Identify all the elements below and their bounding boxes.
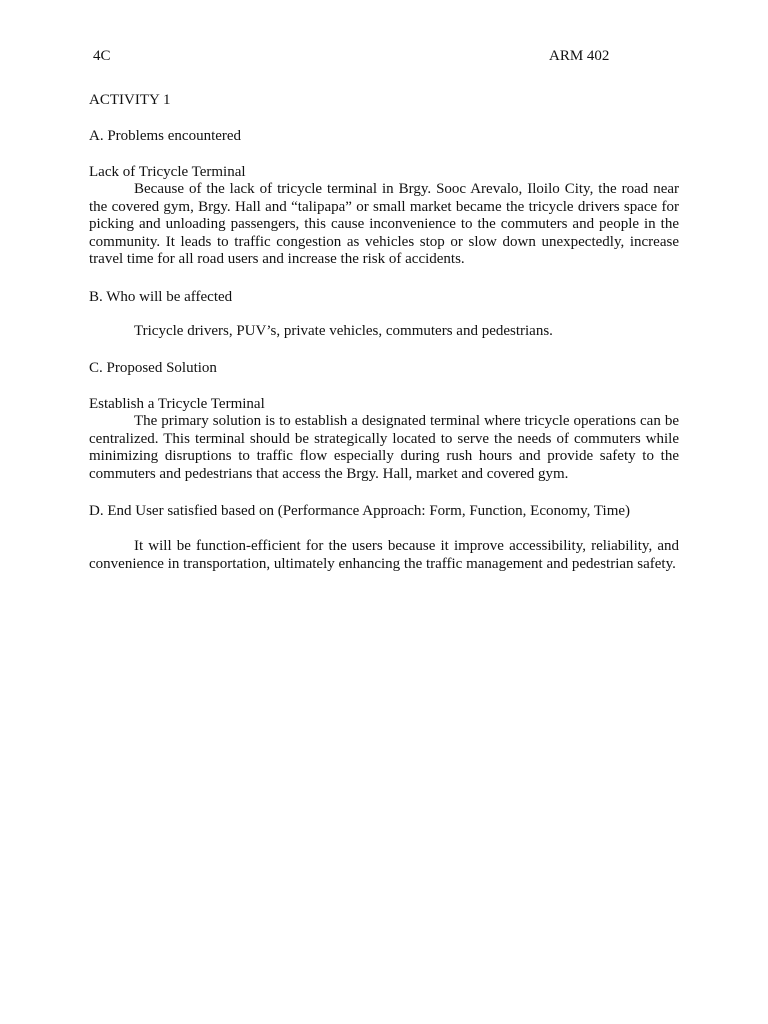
header-course-code: ARM 402 — [549, 48, 610, 64]
section-c-subheading: Establish a Tricycle Terminal — [89, 396, 265, 412]
section-d-paragraph: It will be function-efficient for the users because it improve accessibility, reliability, and convenience in transportation, ultimately enhancing the traffic management and pedestrian safety. — [89, 538, 679, 572]
section-b-heading: B. Who will be affected — [89, 289, 233, 305]
section-a-subheading: Lack of Tricycle Terminal — [89, 164, 246, 180]
section-a-heading: A. Problems encountered — [89, 128, 242, 144]
section-b-paragraph: Tricycle drivers, PUV’s, private vehicles, commuters and pedestrians. — [134, 323, 553, 339]
activity-title: ACTIVITY 1 — [89, 92, 171, 108]
section-c-heading: C. Proposed Solution — [89, 360, 217, 376]
header-course-section: 4C — [93, 48, 111, 64]
section-d-heading: D. End User satisfied based on (Performance Approach: Form, Function, Economy, Time) — [89, 503, 631, 519]
section-c-paragraph: The primary solution is to establish a designated terminal where tricycle operations can be centralized. This terminal should be strategically located to serve the needs of commuters while minimizing disruptions to traffic flow especially during rush hours and provide safety to the commuters and pedestrians that access the Brgy. Hall, market and covered gym. — [89, 413, 679, 482]
section-a-paragraph: Because of the lack of tricycle terminal in Brgy. Sooc Arevalo, Iloilo City, the road near the covered gym, Brgy. Hall and “talipapa” or small market became the tricycle drivers space for picking and unloading passengers, this cause inconvenience to the commuters and people in the community. It leads to traffic congestion as vehicles stop or slow down unexpectedly, increase travel time for all road users and increase the risk of accidents. — [89, 181, 679, 268]
